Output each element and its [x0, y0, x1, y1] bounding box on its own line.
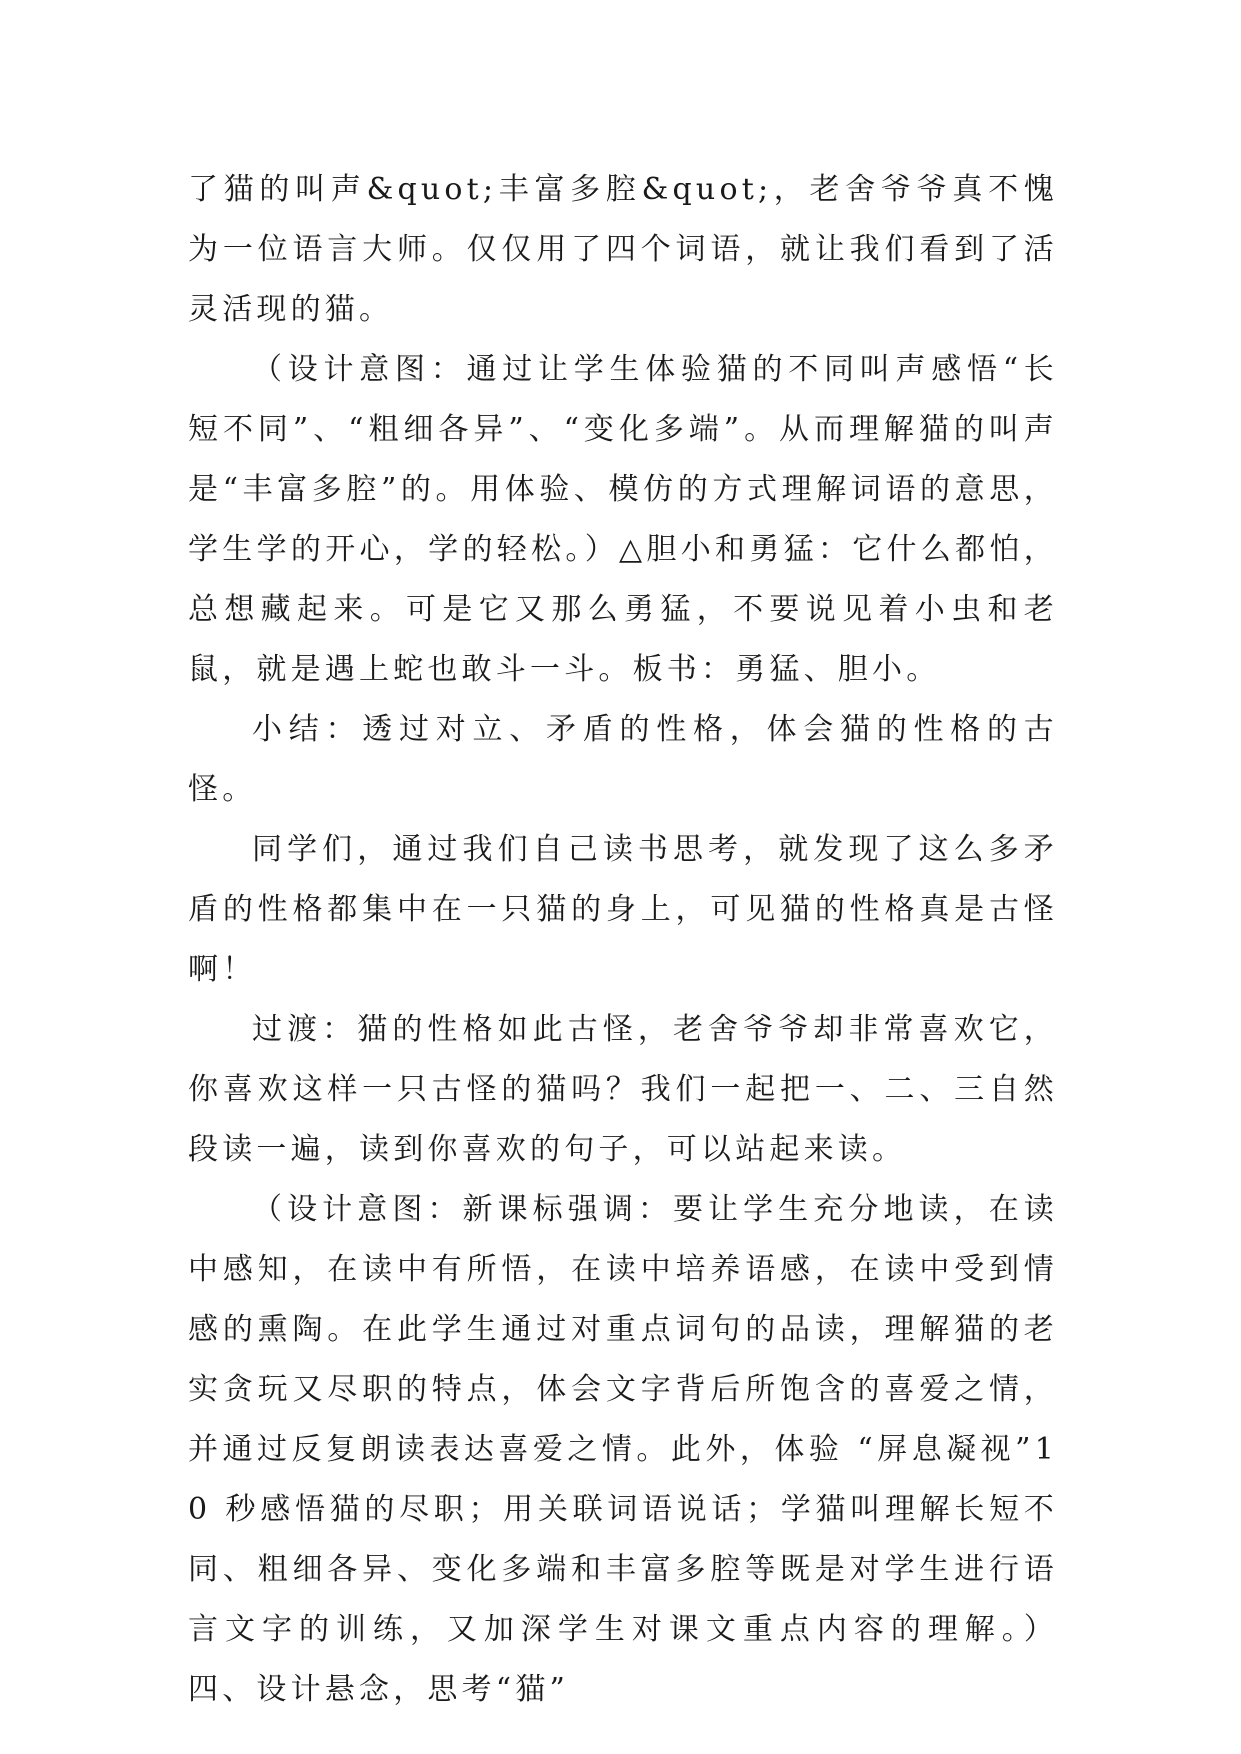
paragraph-summary: 小结：透过对立、矛盾的性格，体会猫的性格的古怪。 — [188, 712, 1058, 807]
paragraph-classmates: 同学们，通过我们自己读书思考，就发现了这么多矛盾的性格都集中在一只猫的身上，可见猫的性格真是古怪啊！ — [188, 832, 1058, 987]
paragraph-design-intent-sound: （设计意图：通过让学生体验猫的不同叫声感悟“长短不同”、“粗细各异”、“变化多端”。从而理解猫的叫声是“丰富多腔”的。用体验、模仿的方式理解词语的意思，学生学的开心，学的轻松。）△胆小和勇猛：它什么都怕，总想藏起来。可是它又那么勇猛，不要说见着小虫和老鼠，就是遇上蛇也敢斗一斗。板书：勇猛、胆小。 — [188, 352, 1058, 687]
paragraph-design-intent-reading: （设计意图：新课标强调：要让学生充分地读，在读中感知，在读中有所悟，在读中培养语感，在读中受到情感的熏陶。在此学生通过对重点词句的品读，理解猫的老实贪玩又尽职的特点，体会文字背后所饱含的喜爱之情，并通过反复朗读表达喜爱之情。此外，体验 “屏息凝视”10 秒感悟猫的尽职；用关联词语说话；学猫叫理解长短不同、粗细各异、变化多端和丰富多腔等既是对学生进行语言文字的训练，又加深学生对课文重点内容的理解。）四、设计悬念，思考“猫” — [188, 1192, 1058, 1707]
paragraph-cat-sound-conclusion: 了猫的叫声&quot;丰富多腔&quot;，老舍爷爷真不愧为一位语言大师。仅仅用了四个词语，就让我们看到了活灵活现的猫。 — [188, 172, 1058, 327]
paragraph-transition: 过渡：猫的性格如此古怪，老舍爷爷却非常喜欢它，你喜欢这样一只古怪的猫吗？我们一起把一、二、三自然段读一遍，读到你喜欢的句子，可以站起来读。 — [188, 1012, 1058, 1167]
document-page — [188, 160, 1058, 1720]
